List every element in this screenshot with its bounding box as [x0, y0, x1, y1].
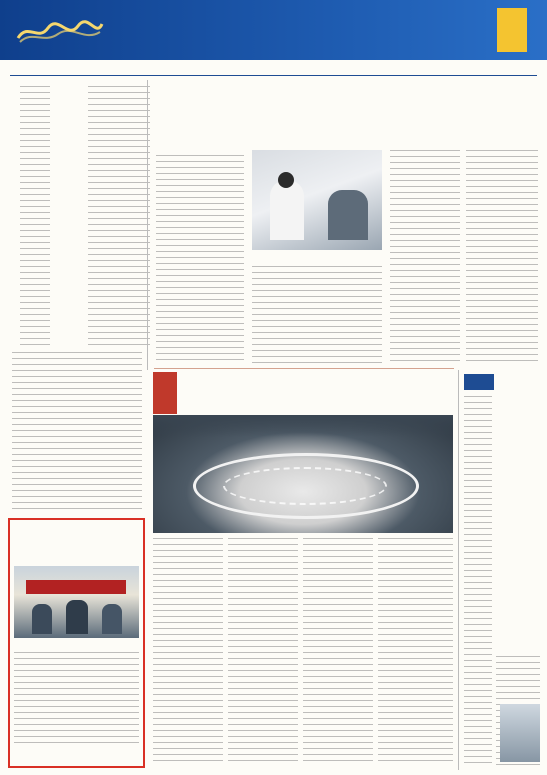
newspaper-logo-icon: [14, 16, 106, 46]
right-col-text-a: [464, 396, 492, 766]
lead-col-3: [390, 150, 460, 366]
feature-section-tag: [153, 374, 177, 412]
sidebar-photo: [14, 566, 139, 638]
feature-col-1: [153, 538, 223, 766]
sidebar-photo-caption: [14, 640, 139, 650]
lead-kicker: [156, 90, 376, 110]
feature-headline: [196, 378, 446, 406]
feature-top-rule: [154, 368, 454, 369]
sidebar-section-tag: [14, 522, 104, 534]
right-section-tag: [464, 376, 494, 388]
lead-photo-caption: [252, 252, 382, 262]
lead-col-1: [156, 155, 244, 365]
feature-col-2: [228, 538, 298, 766]
masthead-banner-text: [128, 14, 468, 46]
dateline-rule: [10, 75, 537, 76]
left-col-text-body: [12, 352, 142, 514]
masthead-logo: [14, 16, 106, 46]
feature-photo: [153, 415, 453, 533]
feature-col-3: [303, 538, 373, 766]
left-col-text-top-b: [88, 86, 150, 348]
dateline-right: [380, 63, 540, 73]
right-column-headline: [496, 372, 540, 652]
sidebar-headline-line1: [20, 535, 135, 550]
feature-col-4: [378, 538, 453, 766]
lead-headline: [186, 112, 506, 142]
sidebar-headline-line2: [20, 550, 135, 565]
lead-col-4: [466, 150, 538, 366]
page-number: [497, 16, 527, 42]
lead-left-divider: [147, 80, 148, 370]
left-column-byline: [70, 200, 84, 340]
sidebar-credit: [14, 748, 139, 762]
lead-col-2: [252, 266, 382, 366]
dateline-left: [14, 63, 194, 73]
lead-photo: [252, 150, 382, 250]
feature-photo-caption: [392, 518, 452, 530]
right-col-divider: [458, 370, 459, 770]
right-col-photo: [500, 704, 540, 762]
sidebar-body-text: [14, 652, 139, 744]
